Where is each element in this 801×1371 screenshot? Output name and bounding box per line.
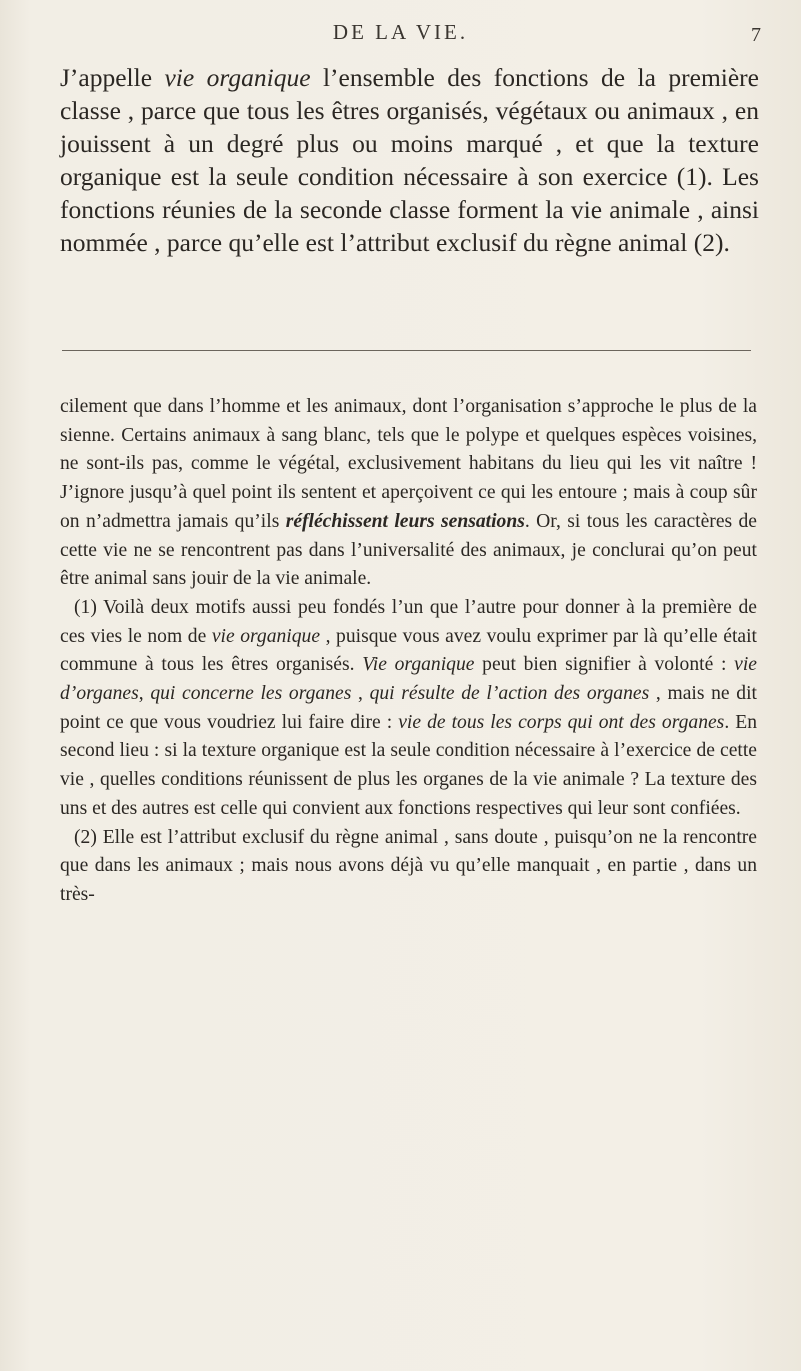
page-number: 7 xyxy=(751,24,761,46)
footnote-text: , mais ne dit point ce que vous voudriez lui faire dire : xyxy=(60,683,757,733)
footnote-text: , puisque vous avez voulu exprimer par là qu’elle était commune à tous les êtres organisés. xyxy=(60,625,757,676)
footnote-emphasis: réfléchissent leurs sensations xyxy=(285,510,525,532)
footnote-marker: (2) xyxy=(74,826,103,848)
footnote-text: Voilà deux motifs aussi peu fondés l’un que l’autre pour donner à la première de ces vies le nom de xyxy=(60,596,757,647)
footnote-text: . En second lieu : si la texture organique est la seule condition nécessaire à l’exercice de cette vie , quelles conditions réunissent de plus les organes de la vie animale ? La texture des uns et des autres est celle qui convient aux fonctions respectives qui leur sont confiées. xyxy=(60,711,757,819)
footnote-italic: qui concerne les organes xyxy=(150,683,352,705)
footnote-italic: qui résulte de l’action des organes xyxy=(369,683,650,705)
footnote-italic: vie de tous les corps qui ont des organes xyxy=(398,711,725,733)
footnotes xyxy=(60,393,757,910)
running-title: DE LA VIE. xyxy=(332,20,469,44)
footnote-separator xyxy=(62,350,751,351)
footnote-text: . Or, si tous les caractères de cette vie ne se rencontrent pas dans l’universalité des animaux, je conclurai qu’on peut être animal sans jouir de la vie animale. xyxy=(60,510,757,590)
footnote-text: peut bien signifier à volonté : xyxy=(474,654,735,676)
main-text-part: l’ensemble des fonctions de la première classe , parce que tous les êtres organisés, végétaux ou animaux , en jouissent à un degré plus ou moins marqué , et que la texture organique est la seule condition nécessaire à son exercice (1). Les fonctions réunies de la seconde classe forment la vie animale , ainsi nommée , parce qu’elle est l’attribut exclusif du règne animal (2). xyxy=(60,63,759,257)
main-text-italic: vie organique xyxy=(164,63,311,92)
footnote-italic: Vie organique xyxy=(362,654,475,676)
footnote-2 xyxy=(60,824,757,910)
footnote-continuation xyxy=(60,393,757,594)
footnote-marker: (1) xyxy=(74,596,104,618)
footnote-text: cilement que dans l’homme et les animaux, dont l’organisation s’approche le plus de la sienne. Certains animaux à sang blanc, tels que le polype et quelques espèces voisines, ne sont-ils pas, comme le végétal, exclusivement habitans du lieu qui les vit naître ! J’ignore jusqu’à quel point ils sentent et aperçoivent ce qui les entoure ; mais à coup sûr on n’admettra jamais qu’ils xyxy=(60,396,757,532)
main-text-part: J’appelle xyxy=(60,63,165,92)
footnote-italic: vie d’organes xyxy=(60,654,758,705)
footnote-1 xyxy=(60,594,757,824)
footnote-text: , xyxy=(138,683,151,705)
main-paragraph xyxy=(60,61,759,259)
footnote-italic: vie organique xyxy=(211,625,321,647)
footnote-text: Elle est l’attribut exclusif du règne animal , sans doute , puisqu’on ne la rencontre que dans les animaux ; mais nous avons déjà vu qu’elle manquait , en partie , dans un très- xyxy=(60,826,757,905)
running-head xyxy=(0,18,801,48)
footnote-text: , xyxy=(351,683,370,705)
